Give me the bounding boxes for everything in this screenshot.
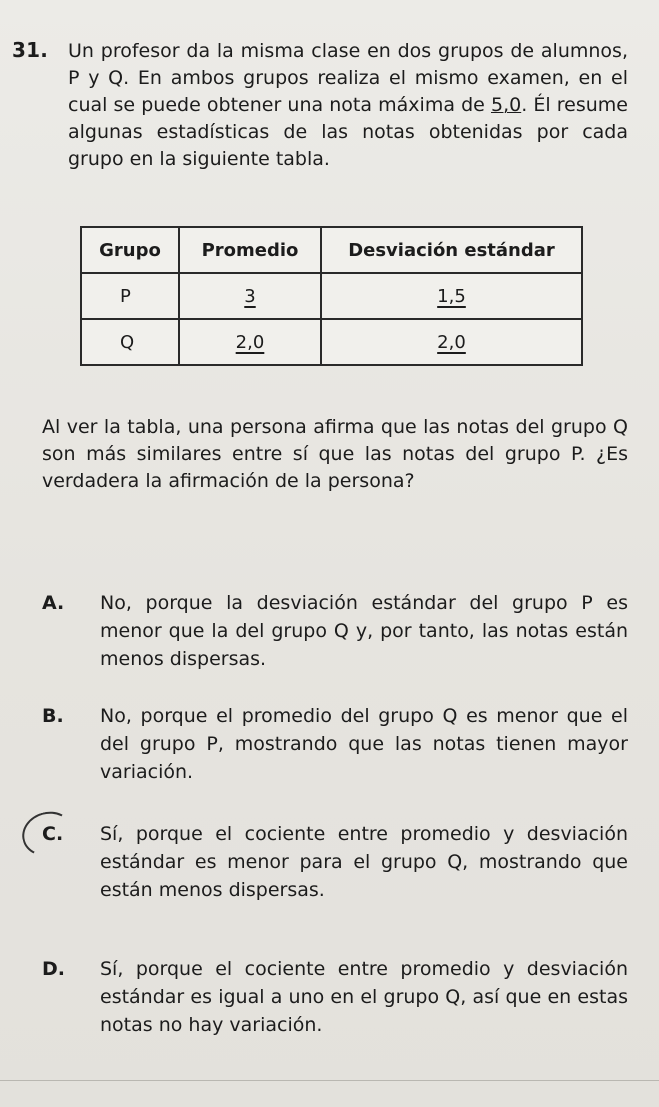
option-b[interactable] bbox=[42, 702, 632, 792]
stem-part2: . Él resume algunas estadísticas de las notas obtenidas por cada grupo en la siguiente tabla. bbox=[68, 94, 628, 170]
row-q-group: Q bbox=[81, 319, 179, 365]
option-a[interactable] bbox=[42, 589, 632, 679]
row-q-mean bbox=[179, 319, 321, 365]
row-q-mean-value: 2,0 bbox=[235, 331, 265, 353]
table-row bbox=[81, 273, 582, 319]
option-a-letter: A. bbox=[42, 592, 65, 614]
row-p-sd bbox=[321, 273, 582, 319]
row-p-mean-value: 3 bbox=[244, 285, 256, 307]
row-p-group: P bbox=[81, 273, 179, 319]
header-mean: Promedio bbox=[179, 227, 321, 273]
option-a-text: No, porque la desviación estándar del grupo P es menor que la del grupo Q y, por tanto, las notas están menos dispersas. bbox=[100, 592, 628, 670]
question-number: 31. bbox=[12, 38, 49, 62]
row-q-sd bbox=[321, 319, 582, 365]
option-c-text: Sí, porque el cociente entre promedio y desviación estándar es menor para el grupo Q, mostrando que están menos dispersas. bbox=[100, 823, 628, 901]
row-p-mean bbox=[179, 273, 321, 319]
option-b-text: No, porque el promedio del grupo Q es menor que el del grupo P, mostrando que las notas tienen mayor variación. bbox=[100, 705, 628, 783]
option-c[interactable] bbox=[42, 820, 632, 910]
row-q-sd-value: 2,0 bbox=[437, 331, 466, 353]
question-stem bbox=[68, 38, 628, 173]
max-score: 5,0 bbox=[490, 94, 522, 116]
header-group: Grupo bbox=[81, 227, 179, 273]
question-prompt: Al ver la tabla, una persona afirma que las notas del grupo Q son más similares entre sí que las notas del grupo P. ¿Es verdadera la afirmación de la persona? bbox=[42, 416, 628, 492]
option-d-text: Sí, porque el cociente entre promedio y desviación estándar es igual a uno en el grupo Q, así que en estas notas no hay variación. bbox=[100, 958, 628, 1036]
option-b-letter: B. bbox=[42, 705, 64, 727]
table-row bbox=[81, 319, 582, 365]
option-d[interactable] bbox=[42, 955, 632, 1065]
option-d-letter: D. bbox=[42, 958, 65, 980]
statistics-table bbox=[80, 226, 583, 366]
option-c-letter: C. bbox=[42, 823, 64, 845]
row-p-sd-value: 1,5 bbox=[437, 285, 466, 307]
header-sd: Desviación estándar bbox=[321, 227, 582, 273]
table-header-row bbox=[81, 227, 582, 273]
page-bottom-rule bbox=[0, 1080, 659, 1081]
stem-part1: Un profesor da la misma clase en dos grupos de alumnos, P y Q. En ambos grupos realiza el mismo examen, en el cual se puede obtener una nota máxima de bbox=[68, 40, 628, 116]
